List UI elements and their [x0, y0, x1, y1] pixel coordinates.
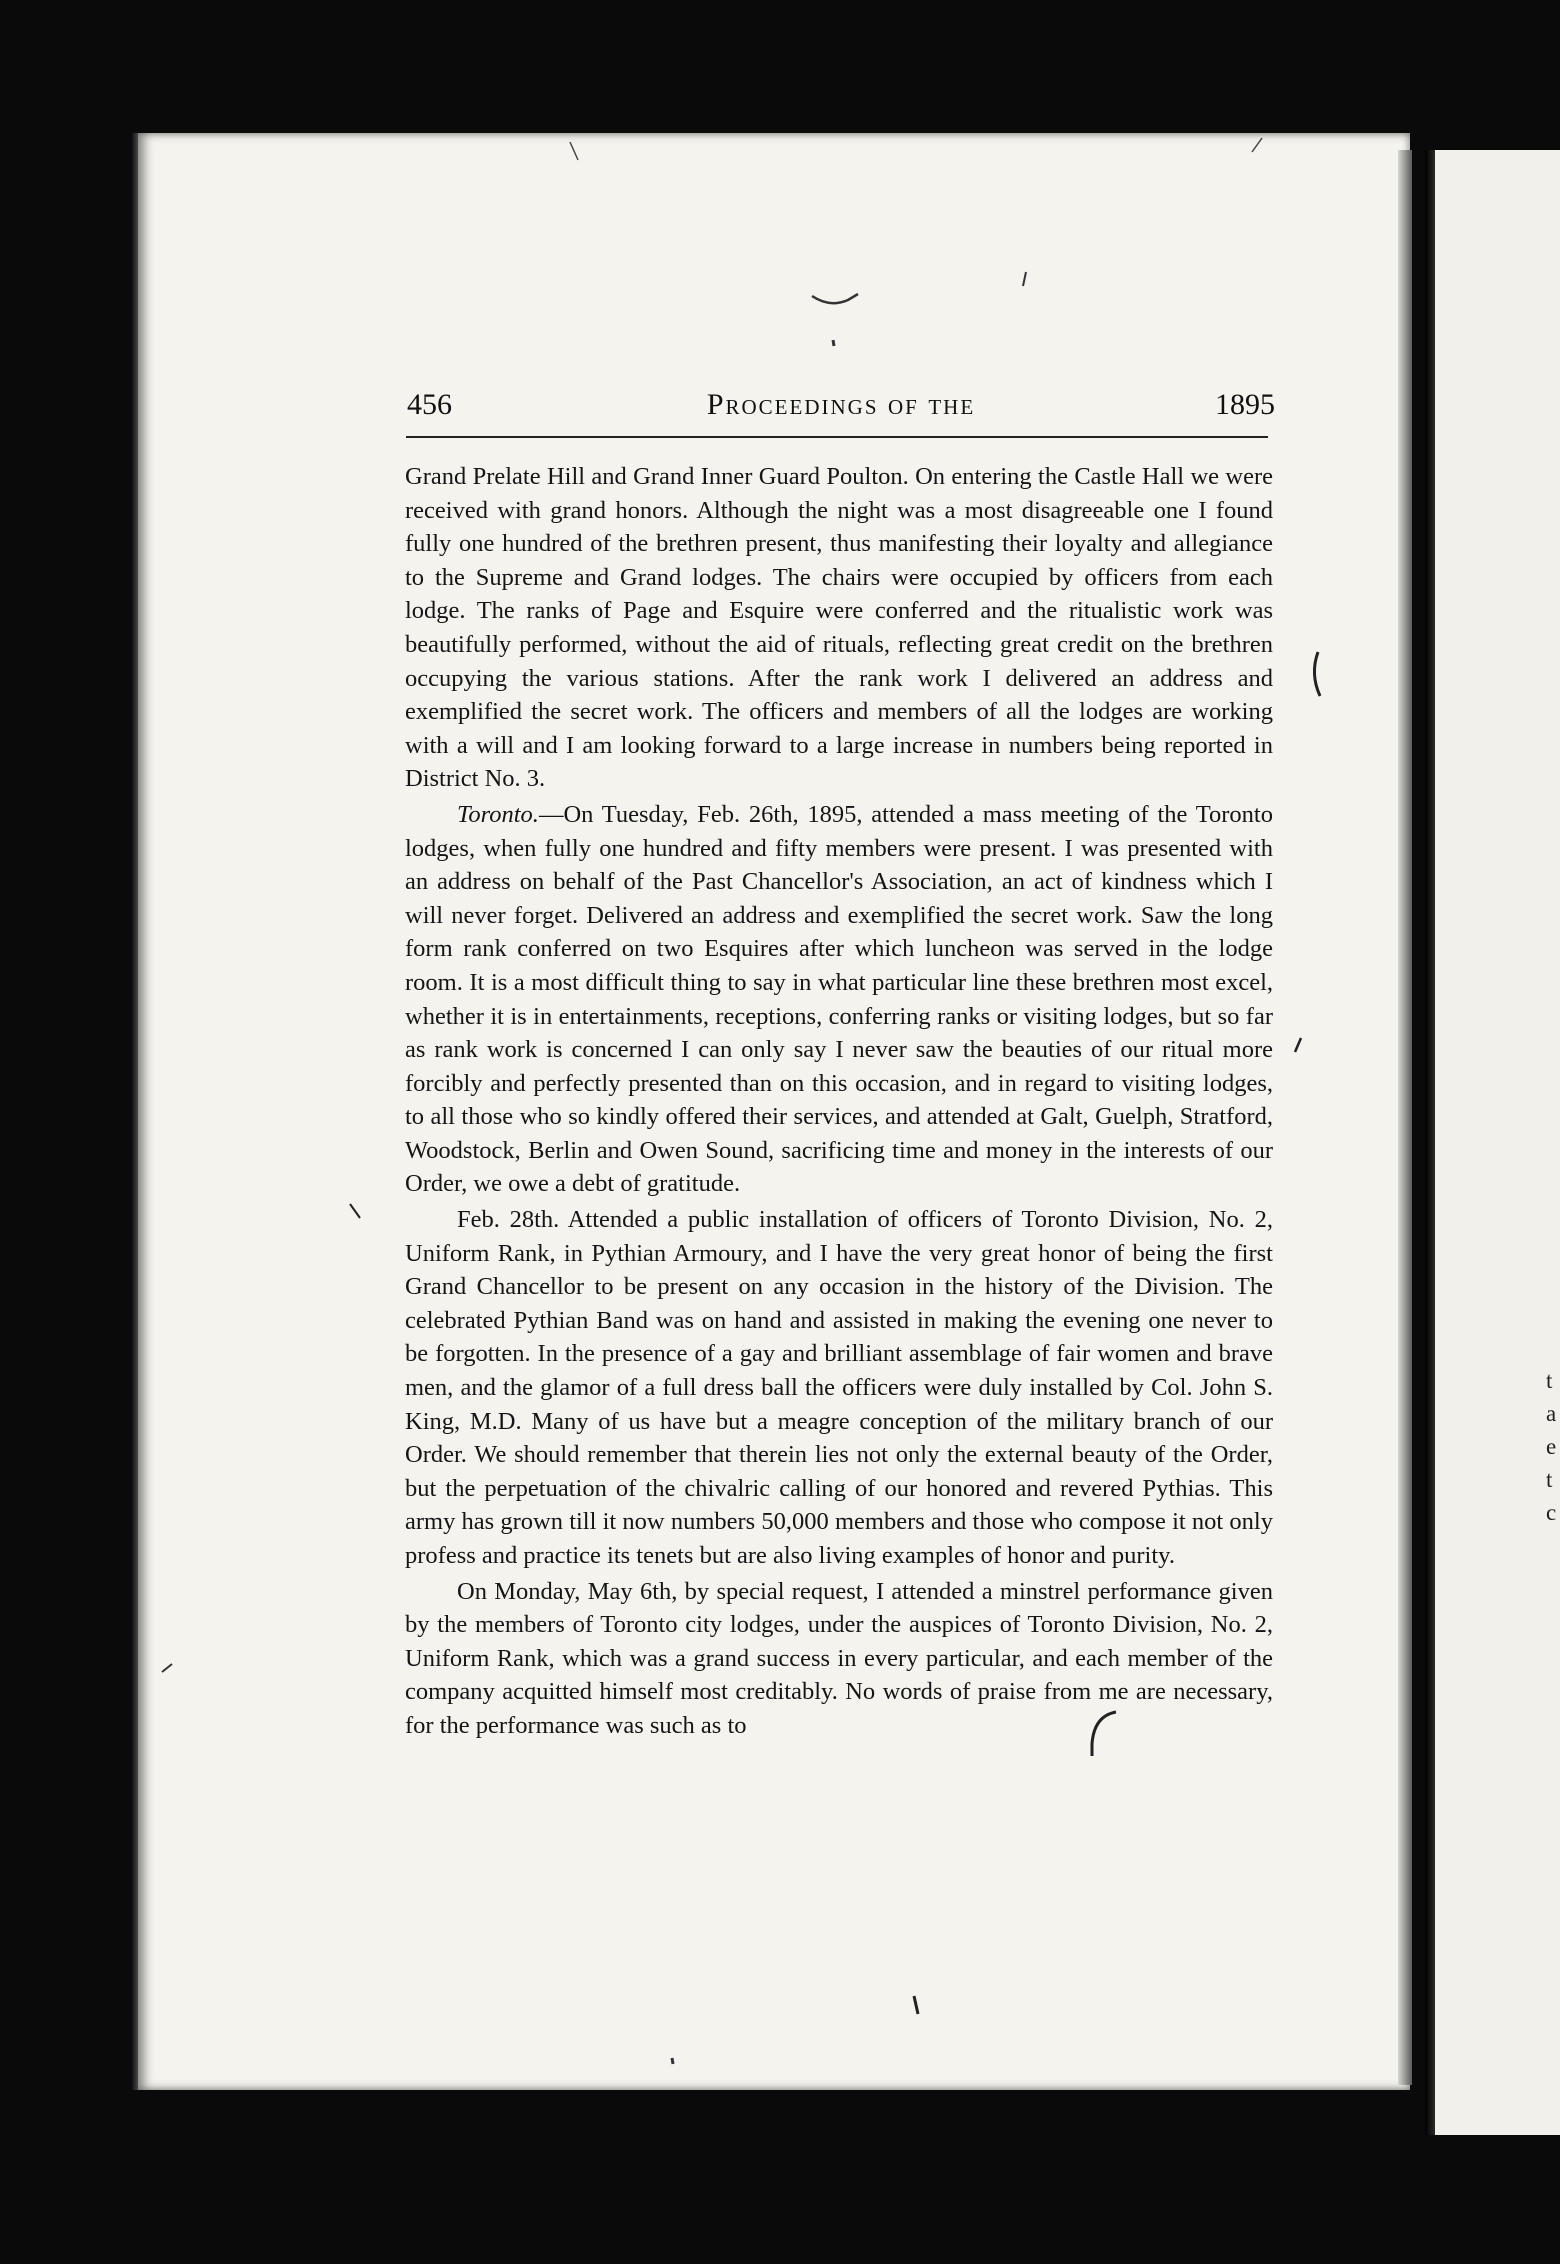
facing-letter: e	[1546, 1434, 1557, 1459]
paragraph	[405, 798, 1273, 1201]
paragraph: Feb. 28th. Attended a public installation of officers of Toronto Division, No. 2, Uniform Rank, in Pythian Armoury, and I have the very great honor of being the first Grand Chancellor to be present on any occasion in the history of the Division. The celebrated Pythian Band was on hand and assisted in making the evening one never to be forgotten. In the presence of a gay and brilliant assemblage of fair women and brave men, and the glamor of a full dress ball the officers were duly installed by Col. John S. King, M.D. Many of us have but a meagre conception of the military branch of our Order. We should remember that therein lies not only the external beauty of the Order, but the perpetuation of the chivalric calling of our honored and revered Pythias. This army has grown till it now numbers 50,000 members and those who compose it not only profess and practice its tenets but are also living examples of honor and purity.	[405, 1206, 1273, 1569]
paragraph: Grand Prelate Hill and Grand Inner Guard Poulton. On entering the Castle Hall we were received with grand honors. Although the night was a most disagreeable one I found fully one hundred of the brethren present, thus manifesting their loyalty and allegiance to the Supreme and Grand lodges. The chairs were occupied by officers from each lodge. The ranks of Page and Esquire were conferred and the ritualistic work was beautifully performed, without the aid of rituals, reflecting great credit on the brethren occupying the various stations. After the rank work I delivered an address and exemplified the secret work. The officers and members of all the lodges are working with a will and I am looking forward to a large increase in numbers being reported in District No. 3.	[405, 463, 1273, 793]
paragraph-text: —On Tuesday, Feb. 26th, 1895, attended a mass meeting of the Toronto lodges, when fully one hundred and fifty members were present. I was presented with an address on behalf of the Past Chancellor's Association, an act of kindness which I will never forget. Delivered an address and exemplified the secret work. Saw the long form rank conferred on two Esquires after which luncheon was served in the lodge room. It is a most difficult thing to say in what particular line these brethren most excel, whether it is in entertainments, receptions, conferring ranks or visiting lodges, but so far as rank work is concerned I can only say I never saw the beauties of our ritual more forcibly and perfectly presented than on this occasion, and in regard to visiting lodges, to all those who so kindly offered their services, and attended at Galt, Guelph, Stratford, Woodstock, Berlin and Owen Sound, sacrificing time and money in the interests of our Order, we owe a debt of gratitude.	[405, 800, 1273, 1198]
page-number: 456	[407, 388, 452, 421]
paragraph: On Monday, May 6th, by special request, I attended a minstrel performance given by the members of Toronto city lodges, under the auspices of Toronto Division, No. 2, Uniform Rank, which was a grand success in every particular, and each member of the company acquitted himself most creditably. No words of praise from me are necessary, for the performance was such as to	[405, 1577, 1273, 1739]
facing-letter: a	[1546, 1401, 1557, 1426]
running-year: 1895	[1215, 388, 1275, 421]
facing-letter: t	[1546, 1368, 1553, 1393]
body-text	[405, 460, 1273, 1743]
facing-letter: c	[1546, 1500, 1557, 1525]
place-heading: Toronto.	[457, 800, 539, 828]
running-head	[407, 388, 1275, 428]
header-rule	[406, 436, 1268, 438]
running-title: Proceedings of the	[706, 388, 976, 421]
facing-letter: t	[1546, 1467, 1553, 1492]
